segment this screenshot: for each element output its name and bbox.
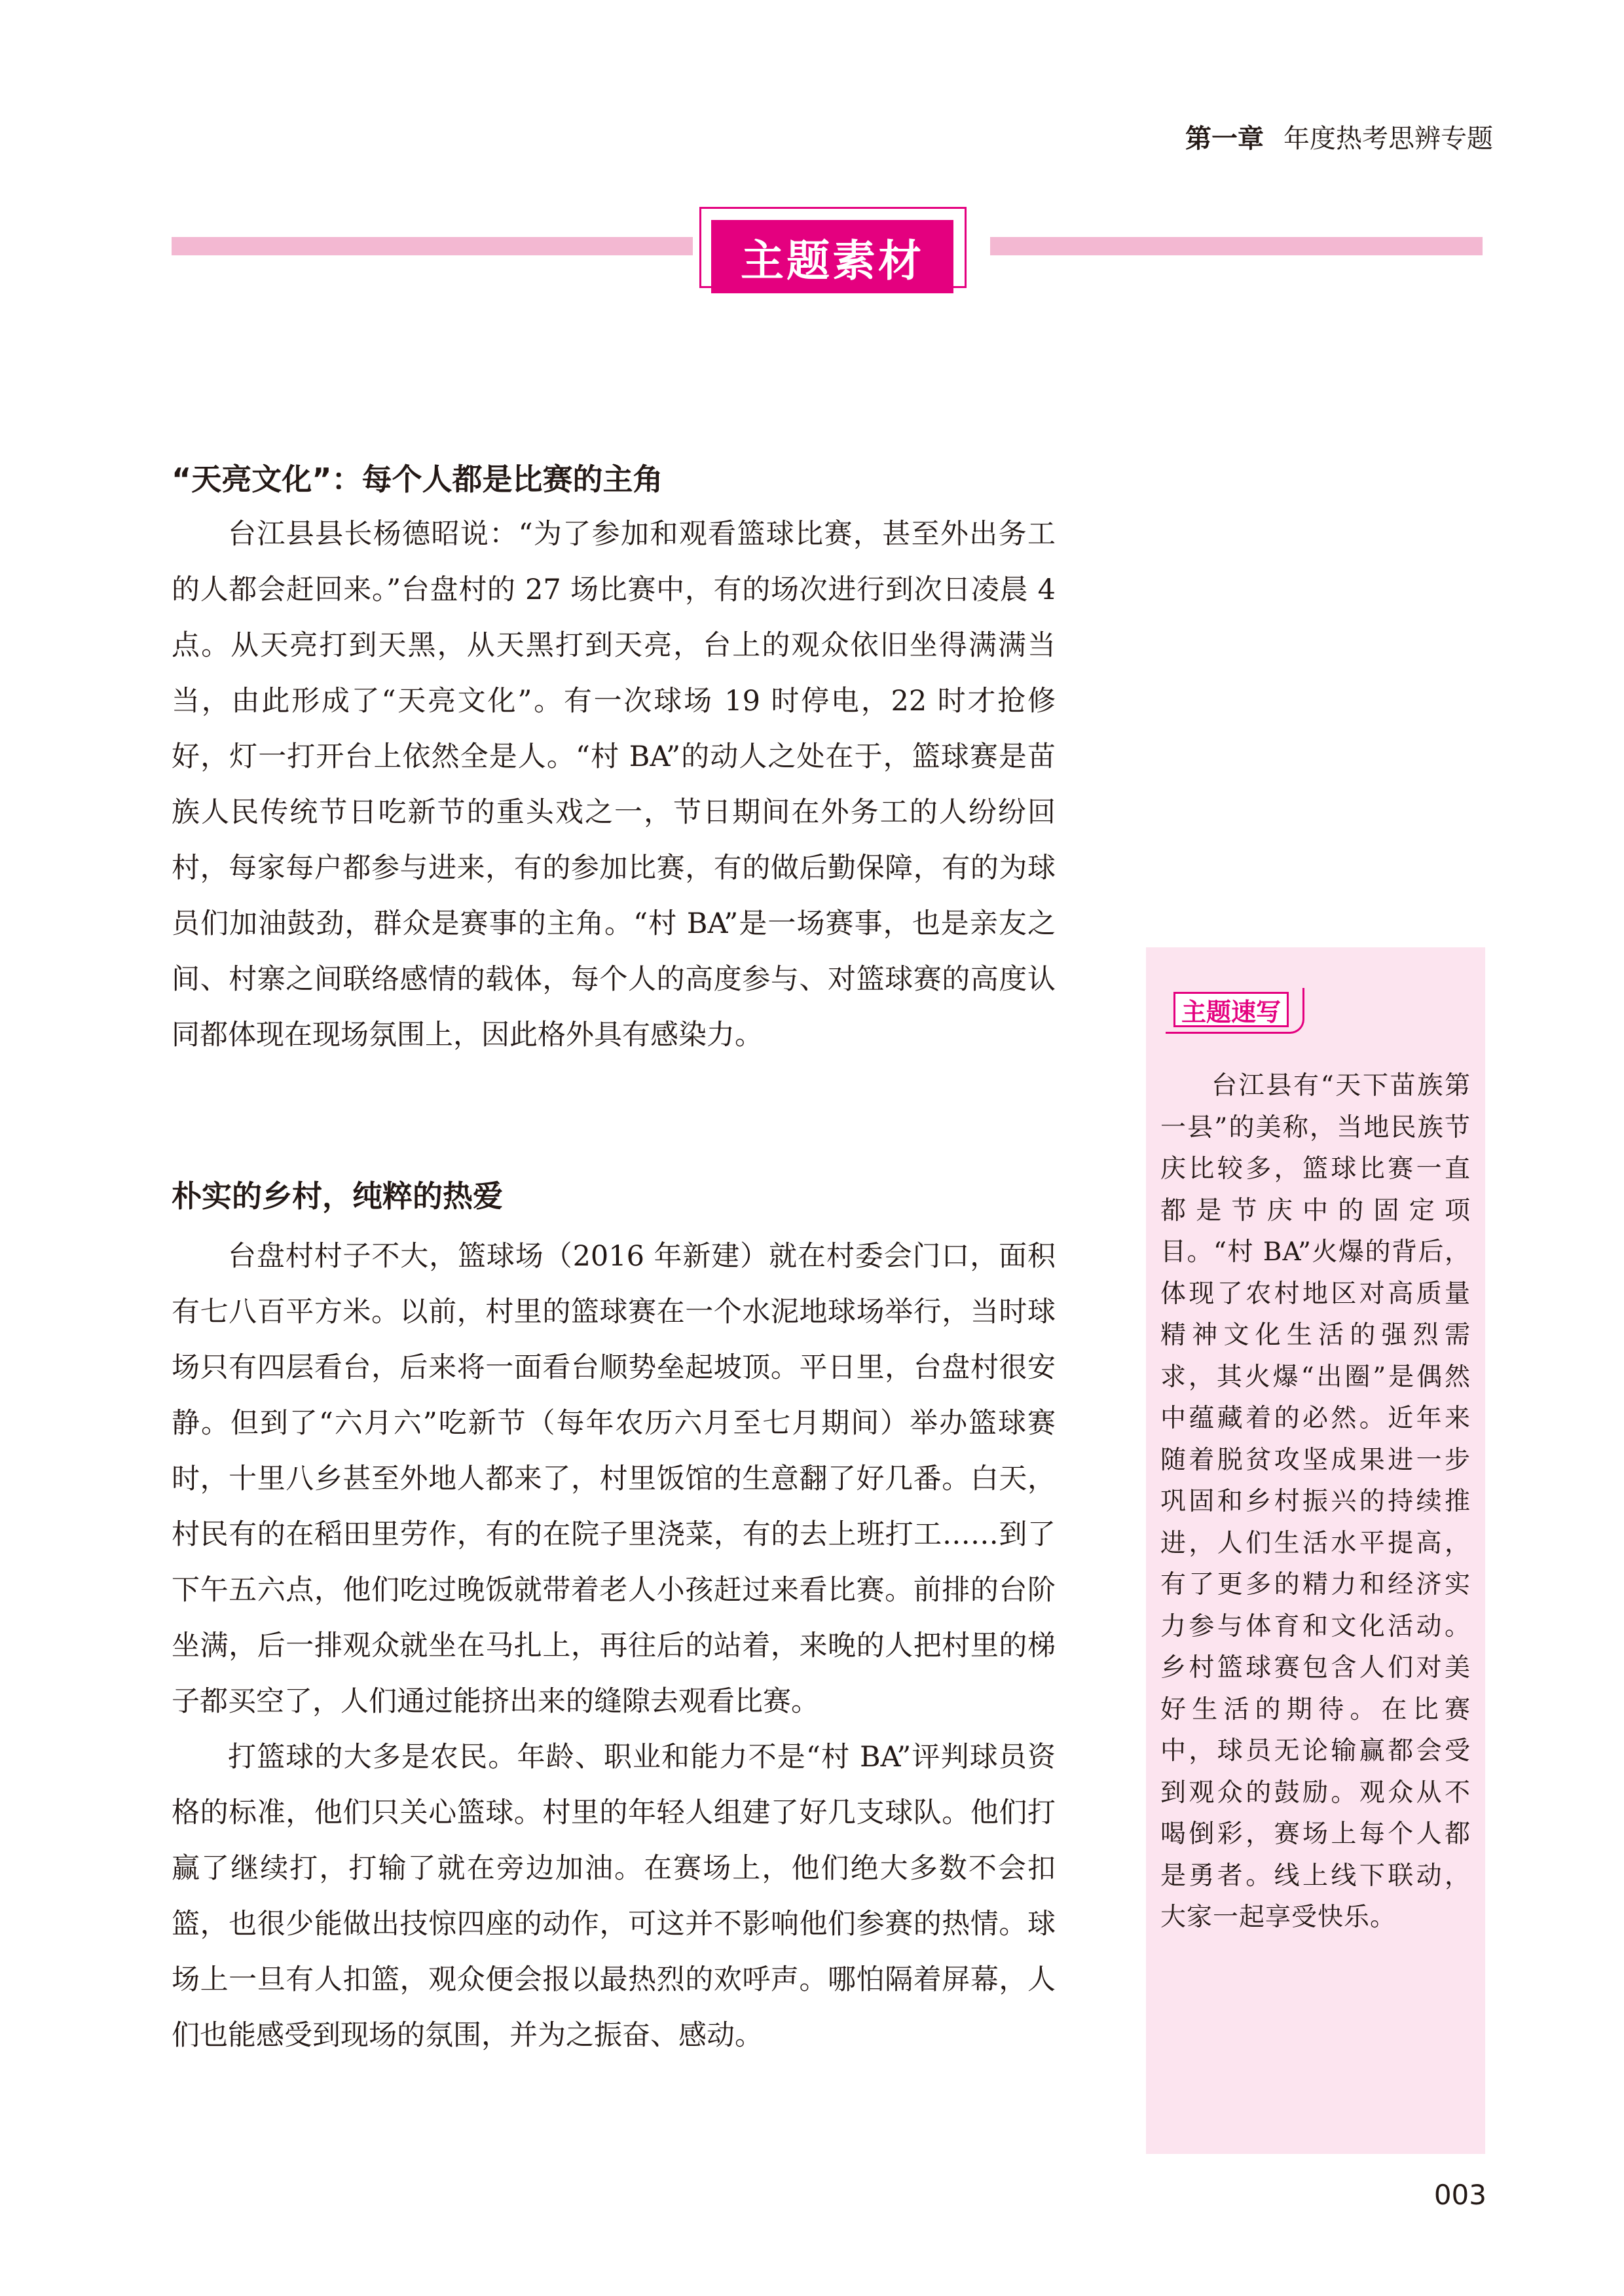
sidebar-label-frame bbox=[1166, 988, 1304, 1034]
section-heading-1: “天亮文化”：每个人都是比赛的主角 bbox=[172, 462, 663, 497]
section-body-2 bbox=[172, 1229, 1056, 2064]
page-number: 003 bbox=[1433, 2179, 1486, 2211]
sidebar-summary bbox=[1146, 947, 1485, 2154]
decorative-bar-right bbox=[990, 237, 1483, 255]
paragraph: 台江县县长杨德昭说：“为了参加和观看篮球比赛，甚至外出务工的人都会赶回来。”台盘村的 27 场比赛中，有的场次进行到次日凌晨 4 点。从天亮打到天黑，从天黑打到天亮，台上的观众依旧坐得满满当当，由此形成了“天亮文化”。有一次球场 19 时停电，22 时才抢修好，灯一打开台上依然全是人。“村 BA”的动人之处在于，篮球赛是苗族人民传统节日吃新节的重头戏之一，节日期间在外务工的人纷纷回村，每家每户都参与进来，有的参加比赛，有的做后勤保障，有的为球员们加油鼓劲，群众是赛事的主角。“村 BA”是一场赛事，也是亲友之间、村寨之间联络感情的载体，每个人的高度参与、对篮球赛的高度认同都体现在现场氛围上，因此格外具有感染力。 bbox=[172, 518, 1056, 1051]
section-body-1 bbox=[172, 507, 1056, 1063]
paragraph: 台盘村村子不大，篮球场（2016 年新建）就在村委会门口，面积有七八百平方米。以前，村里的篮球赛在一个水泥地球场举行，当时球场只有四层看台，后来将一面看台顺势垒起坡顶。平日里，台盘村很安静。但到了“六月六”吃新节（每年农历六月至七月期间）举办篮球赛时，十里八乡甚至外地人都来了，村里饭馆的生意翻了好几番。白天，村民有的在稻田里劳作，有的在院子里浇菜，有的去上班打工……到了下午五六点，他们吃过晚饭就带着老人小孩赶过来看比赛。前排的台阶坐满，后一排观众就坐在马扎上，再往后的站着，来晚的人把村里的梯子都买空了，人们通过能挤出来的缝隙去观看比赛。 bbox=[172, 1240, 1056, 1718]
sidebar-paragraph: 台江县有“天下苗族第一县”的美称，当地民族节庆比较多，篮球比赛一直都是节庆中的固定项目。“村 BA”火爆的背后，体现了农村地区对高质量精神文化生活的强烈需求，其火爆“出圈”是偶然中蕴藏着的必然。近年来随着脱贫攻坚成果进一步巩固和乡村振兴的持续推进，人们生活水平提高，有了更多的精力和经济实力参与体育和文化活动。乡村篮球赛包含人们对美好生活的期待。在比赛中，球员无论输赢都会受到观众的鼓励。观众从不喝倒彩，赛场上每个人都是勇者。线上线下联动，大家一起享受快乐。 bbox=[1160, 1071, 1471, 1932]
decorative-bar-left bbox=[172, 237, 693, 255]
chapter-title: 年度热考思辨专题 bbox=[1283, 124, 1493, 154]
section-heading-2: 朴实的乡村，纯粹的热爱 bbox=[172, 1178, 503, 1214]
sidebar-label: 主题速写 bbox=[1173, 992, 1289, 1027]
chapter-number: 第一章 bbox=[1185, 124, 1264, 154]
banner-title: 主题素材 bbox=[711, 220, 953, 293]
sidebar-text bbox=[1160, 1065, 1471, 1939]
chapter-header bbox=[1185, 118, 1493, 155]
paragraph: 打篮球的大多是农民。年龄、职业和能力不是“村 BA”评判球员资格的标准，他们只关心篮球。村里的年轻人组建了好几支球队。他们打赢了继续打，打输了就在旁边加油。在赛场上，他们绝大多数不会扣篮，也很少能做出技惊四座的动作，可这并不影响他们参赛的热情。球场上一旦有人扣篮，观众便会报以最热烈的欢呼声。哪怕隔着屏幕，人们也能感受到现场的氛围，并为之振奋、感动。 bbox=[172, 1741, 1056, 2052]
